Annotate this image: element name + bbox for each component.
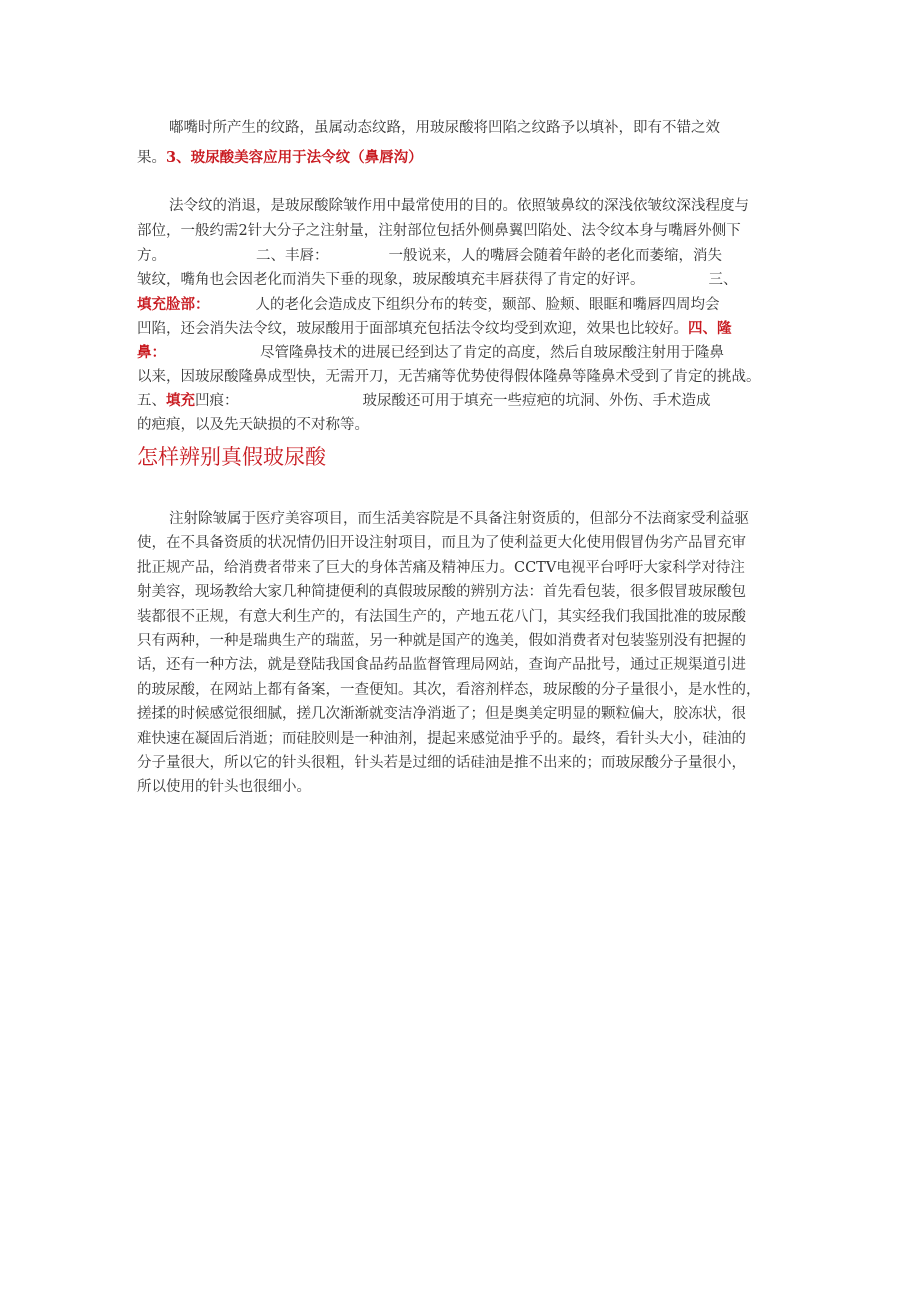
paragraph-line: 的玻尿酸，在网站上都有备案，一查便知。其次，看溶剂样态，玻尿酸的分子量很小，是水性的， <box>137 681 761 698</box>
paragraph-line <box>137 246 797 266</box>
text: 五、 <box>137 393 166 409</box>
paragraph-line <box>137 367 797 387</box>
subheading-face: 填充脸部： <box>137 296 210 313</box>
paragraph-line <box>137 221 797 241</box>
paragraph-line: 分子量很大，所以它的针头很粗，针头若是过细的话硅油是推不出来的；而玻尿酸分子量很小， <box>137 755 746 771</box>
text: 凹痕： <box>195 393 239 409</box>
subheading-4: 四、隆 <box>688 320 732 337</box>
text: 尽管隆鼻技术的进展已经到达了肯定的高度，然后自玻尿酸注射用于隆鼻 <box>260 345 724 361</box>
text: 以来，因玻尿酸隆鼻成型快，无需开刀，无苦痛等优势使得假体隆鼻等隆鼻术受到了肯定的挑战。 <box>137 369 761 385</box>
paragraph-line: 搓揉的时候感觉很细腻，搓几次渐渐就变洁净消逝了；但是奥美定明显的颗粒偏大，胶冻状，很 <box>137 706 746 723</box>
paragraph-line: 所以使用的针头也很细小。 <box>137 779 311 796</box>
paragraph-line: 难快速在凝固后消逝；而硅胶则是一种油剂，提起来感觉油乎乎的。最终，看针头大小，硅油的 <box>137 730 746 747</box>
paragraph-line: 话，还有一种方法，就是登陆我国食品药品监督管理局网站，查询产品批号，通过正规渠道引进 <box>137 657 746 674</box>
subheading-5: 填充 <box>166 392 195 409</box>
paragraph-line: 注射除皱属于医疗美容项目，而生活美容院是不具备注射资质的，但部分不法商家受利益驱 <box>169 511 749 527</box>
paragraph-line: 使，在不具备资质的状况情仍旧开设注射项目，而且为了使利益更大化使用假冒伪劣产品冒充审 <box>137 535 746 552</box>
paragraph-line <box>137 118 829 138</box>
paragraph-line: 射美容，现场教给大家几种简捷便利的真假玻尿酸的辨别方法：首先看包装，很多假冒玻尿酸包 <box>137 584 746 601</box>
subheading-2: 二、丰唇： <box>256 248 329 264</box>
text: 果。 <box>137 150 166 166</box>
text: 凹陷，还会消失法令纹，玻尿酸用于面部填充包括法令纹均受到欢迎，效果也比较好。 <box>137 321 688 337</box>
paragraph-line <box>137 343 797 363</box>
section-heading: 怎样辨别真假玻尿酸 <box>137 445 326 469</box>
paragraph-line <box>137 415 797 435</box>
text: 人的老化会造成皮下组织分布的转变，颞部、脸颊、眼眶和嘴唇四周均会 <box>255 297 720 313</box>
text: 皱纹，嘴角也会因老化而消失下垂的现象，玻尿酸填充丰唇获得了肯定的好评。 <box>137 272 645 288</box>
text: 的疤痕，以及先天缺损的不对称等。 <box>137 417 369 433</box>
text: 玻尿酸还可用于填充一些痘疤的坑洞、外伤、手术造成 <box>362 393 711 409</box>
paragraph-line: 批正规产品，给消费者带来了巨大的身体苦痛及精神压力。CCTV电视平台呼吁大家科学对待注 <box>137 559 745 576</box>
text: 一般说来，人的嘴唇会随着年龄的老化而萎缩，消失 <box>388 248 722 264</box>
paragraph-line <box>137 270 797 290</box>
paragraph-line <box>137 148 797 168</box>
text: 方。 <box>137 248 166 264</box>
subheading-nose: 鼻： <box>137 344 166 361</box>
paragraph-line: 装都很不正规，有意大利生产的，有法国生产的，产地五花八门，其实经我们我国批准的玻尿酸 <box>137 608 746 625</box>
text: 嘟嘴时所产生的纹路，虽属动态纹路，用玻尿酸将凹陷之纹路予以填补，即有不错之效 <box>169 120 720 136</box>
paragraph-line <box>137 319 797 339</box>
text: 法令纹的消退，是玻尿酸除皱作用中最常使用的目的。依照皱鼻纹的深浅依皱纹深浅程度与 <box>169 198 749 214</box>
subheading-3-prefix: 三、 <box>708 272 738 288</box>
paragraph-line <box>137 391 797 411</box>
paragraph-line <box>137 295 797 315</box>
paragraph-line <box>137 196 829 216</box>
paragraph-line: 只有两种，一种是瑞典生产的瑞蓝，另一种就是国产的逸美，假如消费者对包装鉴别没有把握的 <box>137 633 746 649</box>
subheading-3: 3、玻尿酸美容应用于法令纹（鼻唇沟） <box>166 149 423 166</box>
text: 部位，一般约需2针大分子之注射量，注射部位包括外侧鼻翼凹陷处、法令纹本身与嘴唇外侧下 <box>137 223 741 239</box>
